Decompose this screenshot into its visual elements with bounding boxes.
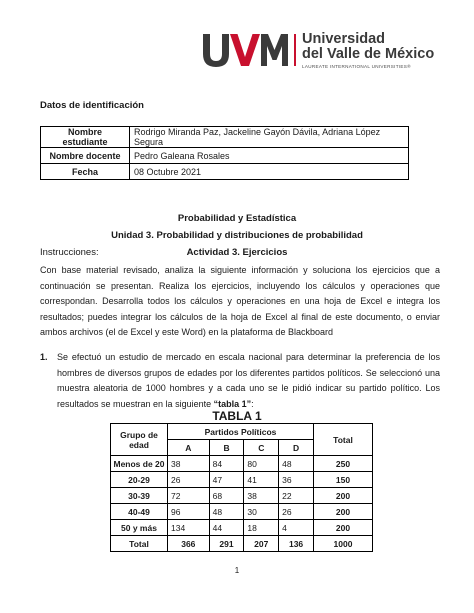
row-total: 250 bbox=[314, 456, 373, 472]
id-table bbox=[40, 126, 409, 180]
parties-header: Partidos Políticos bbox=[168, 424, 314, 440]
column-total: 207 bbox=[244, 536, 279, 552]
column-total: 366 bbox=[168, 536, 210, 552]
total-label: Total bbox=[111, 536, 168, 552]
logo-line1: Universidad bbox=[302, 31, 385, 47]
page-number: 1 bbox=[234, 566, 240, 575]
cell: 84 bbox=[209, 456, 244, 472]
logo-line3: LAUREATE INTERNATIONAL UNIVERSITIES® bbox=[302, 64, 411, 70]
uvm-logo-mark bbox=[200, 30, 290, 70]
cell: 38 bbox=[168, 456, 210, 472]
teacher-name-key: Nombre docente bbox=[41, 148, 130, 164]
age-group: 40-49 bbox=[111, 504, 168, 520]
unit-title: Unidad 3. Probabilidad y distribuciones de probabilidad bbox=[111, 230, 363, 241]
column-total: 291 bbox=[209, 536, 244, 552]
id-section-label: Datos de identificación bbox=[40, 100, 144, 111]
cell: 30 bbox=[244, 504, 279, 520]
cell: 36 bbox=[279, 472, 314, 488]
date-value: 08 Octubre 2021 bbox=[130, 164, 409, 180]
uvm-logo bbox=[200, 22, 450, 78]
age-group: 30-39 bbox=[111, 488, 168, 504]
question-text bbox=[57, 350, 440, 412]
table-reference: “tabla 1” bbox=[213, 398, 252, 409]
student-name-key: Nombre estudiante bbox=[41, 127, 130, 148]
cell: 38 bbox=[244, 488, 279, 504]
cell: 22 bbox=[279, 488, 314, 504]
instructions-label: Instrucciones: bbox=[40, 247, 99, 258]
course-title: Probabilidad y Estadística bbox=[177, 213, 297, 224]
cell: 44 bbox=[209, 520, 244, 536]
table-1 bbox=[110, 423, 373, 552]
table-1-title: TABLA 1 bbox=[212, 409, 262, 423]
cell: 18 bbox=[244, 520, 279, 536]
grand-total: 1000 bbox=[314, 536, 373, 552]
question-suffix: : bbox=[251, 398, 254, 409]
question-number: 1. bbox=[40, 352, 48, 362]
document-titles bbox=[40, 210, 434, 261]
logo-wordmark bbox=[302, 32, 434, 70]
cell: 48 bbox=[209, 504, 244, 520]
cell: 48 bbox=[279, 456, 314, 472]
total-header: Total bbox=[314, 424, 373, 456]
activity-title: Actividad 3. Ejercicios bbox=[186, 247, 288, 258]
cell: 72 bbox=[168, 488, 210, 504]
teacher-name-value: Pedro Galeana Rosales bbox=[130, 148, 409, 164]
student-name-value: Rodrigo Miranda Paz, Jackeline Gayón Dávila, Adriana López Segura bbox=[130, 127, 409, 148]
age-group: 20-29 bbox=[111, 472, 168, 488]
cell: 26 bbox=[168, 472, 210, 488]
table-row bbox=[111, 472, 373, 488]
table-row bbox=[111, 488, 373, 504]
table-row bbox=[41, 127, 409, 148]
table-total-row bbox=[111, 536, 373, 552]
cell: 26 bbox=[279, 504, 314, 520]
cell: 47 bbox=[209, 472, 244, 488]
row-total: 200 bbox=[314, 504, 373, 520]
table-row bbox=[41, 148, 409, 164]
table-header-row bbox=[111, 424, 373, 440]
party-column-header: C bbox=[244, 440, 279, 456]
question-body: Se efectuó un estudio de mercado en escala nacional para determinar la preferencia de los hombres de diversos grupos de edades por los diferentes partidos políticos. Se seleccionó una muestra aleatoria de 1000 hombres y a cada uno se le pidió indicar su partido político. Los resultados se muestran en la siguiente bbox=[57, 352, 440, 409]
table-row bbox=[41, 164, 409, 180]
table-row bbox=[111, 504, 373, 520]
table-row bbox=[111, 456, 373, 472]
date-key: Fecha bbox=[41, 164, 130, 180]
cell: 134 bbox=[168, 520, 210, 536]
row-total: 200 bbox=[314, 488, 373, 504]
party-column-header: A bbox=[168, 440, 210, 456]
cell: 80 bbox=[244, 456, 279, 472]
party-column-header: D bbox=[279, 440, 314, 456]
column-total: 136 bbox=[279, 536, 314, 552]
group-header: Grupo de edad bbox=[111, 424, 168, 456]
age-group: Menos de 20 bbox=[111, 456, 168, 472]
question-1 bbox=[40, 350, 440, 412]
row-total: 150 bbox=[314, 472, 373, 488]
cell: 41 bbox=[244, 472, 279, 488]
table-row bbox=[111, 520, 373, 536]
cell: 96 bbox=[168, 504, 210, 520]
cell: 68 bbox=[209, 488, 244, 504]
party-column-header: B bbox=[209, 440, 244, 456]
row-total: 200 bbox=[314, 520, 373, 536]
logo-divider bbox=[294, 34, 296, 66]
cell: 4 bbox=[279, 520, 314, 536]
age-group: 50 y más bbox=[111, 520, 168, 536]
logo-line2: del Valle de México bbox=[302, 46, 435, 63]
instructions-text: Con base material revisado, analiza la siguiente información y soluciona los ejercicios que a continuación se presentan. Realiza los ejercicios, incluyendo los cálculos y operaciones que correspondan. Desarrolla todos los cálculos y operaciones en una hoja de Excel e integra los resultados; puedes integrar los cálculos de la hoja de Excel al final de este documento, o enviar ambos archivos (el de Excel y este Word) en la plataforma de Blackboard bbox=[40, 265, 440, 337]
